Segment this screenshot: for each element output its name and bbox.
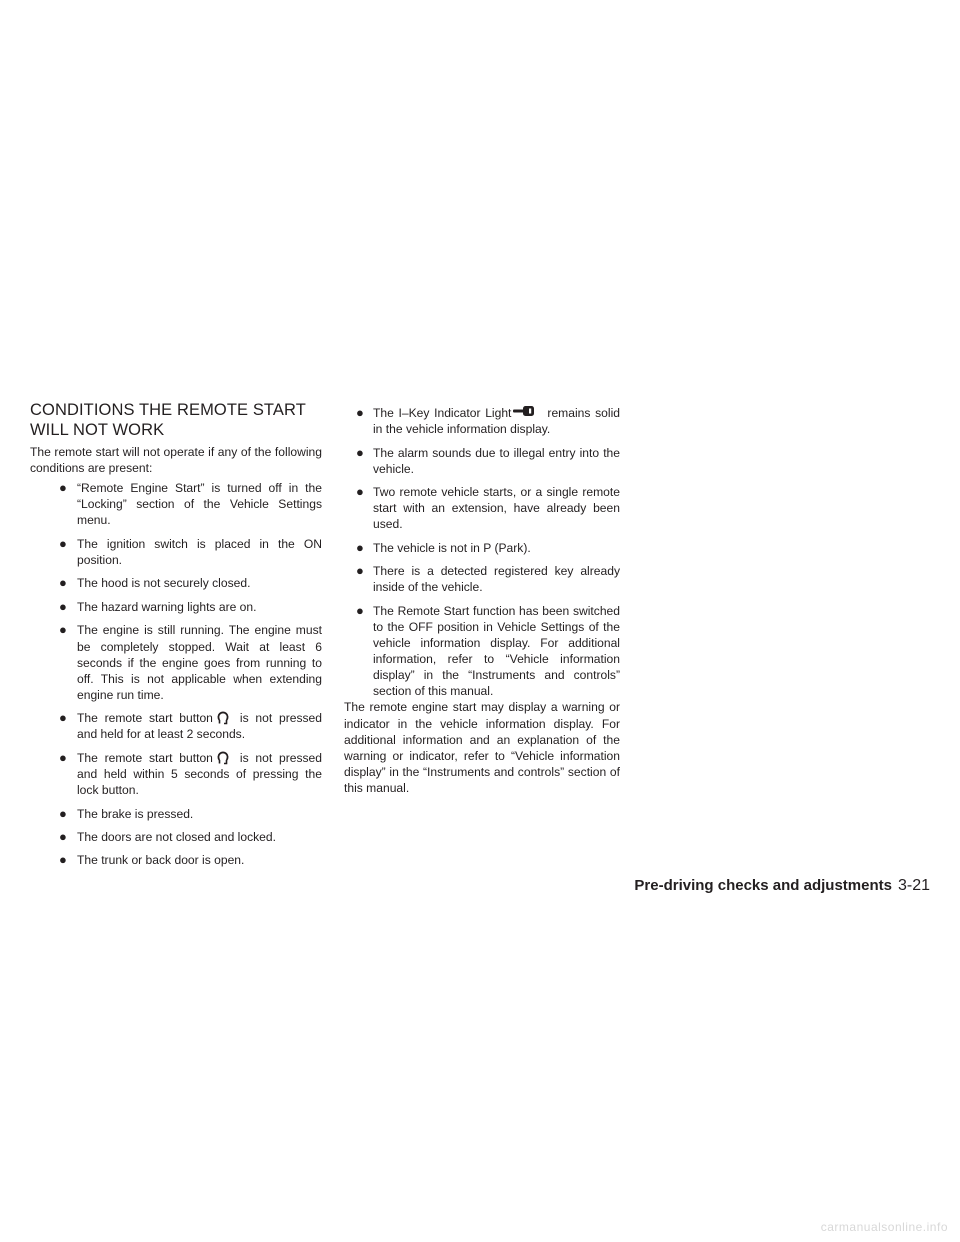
list-item	[344, 405, 620, 437]
list-item	[344, 540, 620, 556]
list-item	[344, 445, 620, 477]
watermark: carmanualsonline.info	[820, 1220, 948, 1234]
bullet-icon: ●	[356, 444, 364, 460]
bullet-icon: ●	[59, 710, 67, 726]
bullet-icon: ●	[356, 405, 364, 420]
list-item	[344, 484, 620, 532]
left-column	[30, 400, 322, 876]
list-item-text: The vehicle is not in P (Park).	[373, 540, 531, 555]
list-item	[30, 829, 322, 845]
list-item-text: The doors are not closed and locked.	[77, 830, 276, 844]
list-item-text: The ignition switch is placed in the ON position.	[77, 536, 322, 567]
list-item-text-before: The remote start button	[77, 750, 213, 765]
bullet-icon: ●	[59, 749, 67, 765]
right-condition-list	[344, 405, 620, 699]
list-item-text: Two remote vehicle starts, or a single remote start with an extension, have already been used.	[373, 485, 620, 532]
bullet-icon: ●	[59, 852, 67, 868]
list-item	[344, 603, 620, 700]
list-item-text-before: The remote start button	[77, 711, 213, 726]
intro-paragraph: The remote start will not operate if any of the following conditions are present:	[30, 445, 322, 476]
bullet-icon: ●	[59, 829, 67, 844]
bullet-icon: ●	[59, 805, 67, 821]
list-item-text: The Remote Start function has been switched to the OFF position in Vehicle Settings of the vehicle information display. For additional information, refer to “Vehicle information display” in the “Instruments and controls” section of this manual.	[373, 603, 620, 699]
list-item-text: The brake is pressed.	[77, 806, 194, 821]
list-item-text: “Remote Engine Start” is turned off in the “Locking” section of the Vehicle Settings menu.	[77, 481, 322, 528]
list-item	[30, 710, 322, 742]
list-item-text-after: remains solid in the vehicle information display.	[373, 406, 620, 437]
section-heading	[30, 400, 322, 440]
list-item-text: The hazard warning lights are on.	[77, 599, 257, 614]
bullet-icon: ●	[356, 602, 364, 618]
bullet-icon: ●	[356, 563, 364, 579]
list-item-text-after: is not pressed and held for at least 2 seconds.	[77, 711, 322, 742]
list-item-text-before: The I–Key Indicator Light	[373, 406, 512, 420]
list-item	[30, 480, 322, 528]
bullet-icon: ●	[59, 622, 67, 638]
footer-section-title: Pre-driving checks and adjustments	[634, 877, 892, 894]
list-item	[30, 575, 322, 591]
list-item-text: The trunk or back door is open.	[77, 853, 245, 868]
left-condition-list	[30, 480, 322, 868]
list-item	[30, 622, 322, 702]
list-item	[30, 599, 322, 615]
list-item-text-after: is not pressed and held within 5 seconds of pressing the lock button.	[77, 750, 322, 798]
list-item-text: The alarm sounds due to illegal entry into the vehicle.	[373, 445, 620, 476]
list-item-text: The hood is not securely closed.	[77, 576, 251, 591]
page-footer	[624, 876, 930, 896]
page-number: 3-21	[897, 877, 930, 894]
list-item	[30, 852, 322, 868]
bullet-icon: ●	[59, 535, 67, 551]
list-item	[30, 750, 322, 798]
bullet-icon: ●	[356, 484, 364, 500]
right-column	[344, 405, 620, 800]
heading-line-1: CONDITIONS THE REMOTE START	[30, 401, 306, 419]
list-item	[344, 563, 620, 595]
list-item-text: There is a detected registered key already inside of the vehicle.	[373, 564, 620, 595]
heading-line-2: WILL NOT WORK	[30, 421, 165, 439]
list-item	[30, 536, 322, 568]
closing-paragraph: The remote engine start may display a warning or indicator in the vehicle information display. For additional information and an explanation of the warning or indicator, refer to “Vehicle information display” in the “Instruments and controls” section of this manual.	[344, 700, 620, 795]
list-item	[30, 806, 322, 822]
bullet-icon: ●	[356, 539, 364, 555]
i-key-indicator-icon	[513, 405, 535, 417]
list-item-text: The engine is still running. The engine must be completely stopped. Wait at least 6 seconds if the engine goes from running to off. This is not applicable when extending engine run time.	[77, 623, 322, 702]
bullet-icon: ●	[59, 598, 67, 614]
remote-start-icon	[216, 751, 230, 765]
bullet-icon: ●	[59, 480, 67, 496]
bullet-icon: ●	[59, 575, 67, 591]
remote-start-icon	[216, 711, 230, 725]
